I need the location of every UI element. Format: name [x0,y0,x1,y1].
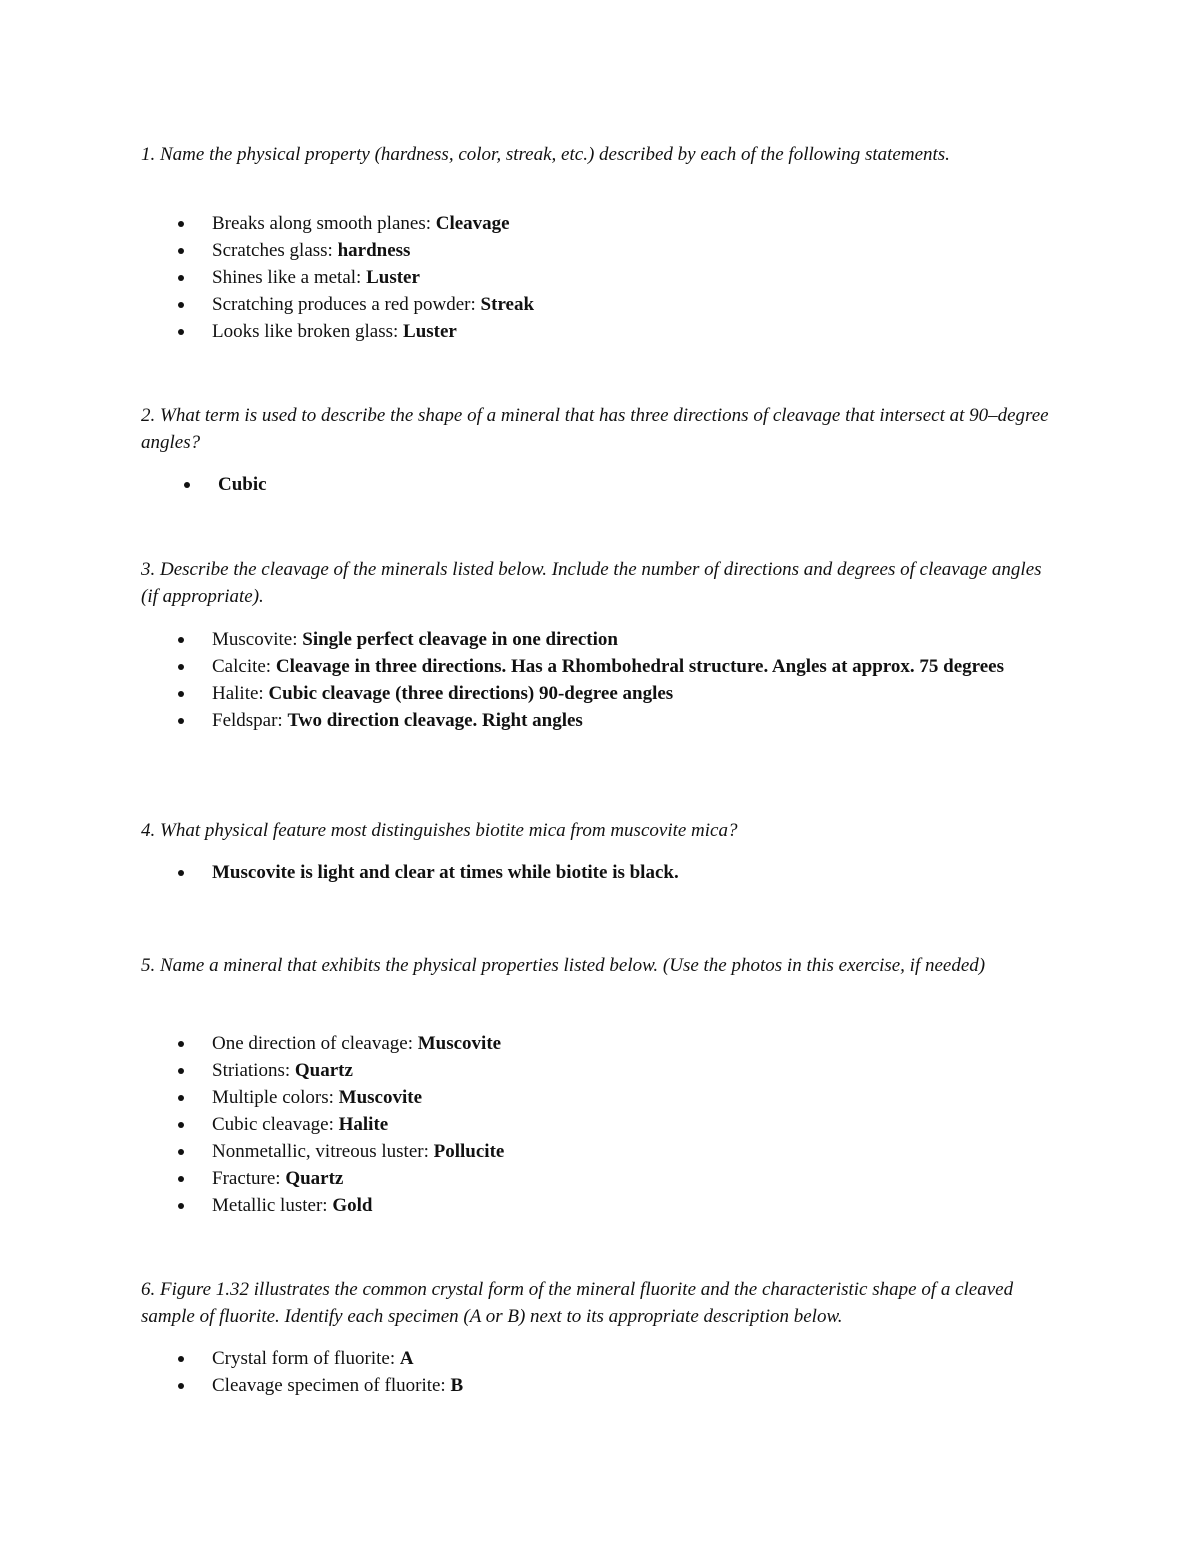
list-item [141,1111,1061,1138]
item-answer: Muscovite [338,1087,423,1108]
bullet-icon [178,329,184,335]
list-item [141,210,1061,237]
question-4-prompt: 4. What physical feature most distinguishes biotite mica from muscovite mica? [141,820,738,841]
question-5-prompt: 5. Name a mineral that exhibits the physical properties listed below. (Use the photos in this exercise, if needed) [141,955,986,976]
item-label: Looks like broken glass: [212,321,404,342]
list-item [141,1030,1061,1057]
item-label: Scratching produces a red powder: [212,294,481,315]
bullet-icon [178,870,184,876]
item-answer: A [399,1348,414,1369]
item-answer: Cleavage [435,213,510,234]
item-answer: Single perfect cleavage in one direction [302,629,618,650]
bullet-icon [178,248,184,254]
item-answer: Cleavage in three directions. Has a Rhombohedral structure. Angles at approx. 75 degrees [275,656,1004,677]
list-item [141,626,1061,653]
bullet-icon [178,1383,184,1389]
question-1-prompt: 1. Name the physical property (hardness, color, streak, etc.) described by each of the following statements. [141,144,950,165]
item-label: Crystal form of fluorite: [212,1348,400,1369]
item-label: Breaks along smooth planes: [212,213,436,234]
question-6-prompt: 6. Figure 1.32 illustrates the common crystal form of the mineral fluorite and the characteristic shape of a cleaved sample of fluorite. Identify each specimen (A or B) next to its appropriate description below. [141,1279,1014,1327]
list-item [141,1084,1061,1111]
item-answer: Streak [480,294,535,315]
item-answer: Luster [366,267,420,288]
item-label: Scratches glass: [212,240,338,261]
question-2-prompt: 2. What term is used to describe the shape of a mineral that has three directions of cleavage that intersect at 90–degree angles? [141,405,1049,453]
bullet-icon [178,302,184,308]
item-label: Striations: [212,1060,295,1081]
list-item [141,1165,1061,1192]
item-answer: B [450,1375,464,1396]
bullet-icon [178,718,184,724]
bullet-icon [178,1203,184,1209]
item-answer: Quartz [294,1060,353,1081]
list-item [141,1345,1061,1372]
item-label: Multiple colors: [212,1087,339,1108]
item-answer: Two direction cleavage. Right angles [287,710,583,731]
bullet-icon [178,1095,184,1101]
list-item [141,237,1061,264]
item-label: Nonmetallic, vitreous luster: [212,1141,434,1162]
list-item [141,1057,1061,1084]
item-label: Metallic luster: [212,1195,333,1216]
bullet-icon [178,221,184,227]
question-3-prompt: 3. Describe the cleavage of the minerals listed below. Include the number of directions and degrees of cleavage angles (if appropriate). [141,559,1042,607]
item-answer: Halite [338,1114,389,1135]
list-item [141,318,1061,345]
question-5-answer-list [141,1030,1061,1219]
item-label: Cleavage specimen of fluorite: [212,1375,451,1396]
question-4-answer-list [141,859,1061,886]
item-label: Halite: [212,683,269,704]
bullet-icon [178,1068,184,1074]
item-answer: Pollucite [433,1141,505,1162]
bullet-icon [178,275,184,281]
item-label: Cubic cleavage: [212,1114,339,1135]
bullet-icon [178,1041,184,1047]
item-label: Fracture: [212,1168,286,1189]
list-item [141,1192,1061,1219]
item-answer: Cubic cleavage (three directions) 90-degree angles [268,683,674,704]
list-item [141,1138,1061,1165]
list-item [141,653,1061,680]
item-answer: Luster [403,321,457,342]
item-label: Feldspar: [212,710,288,731]
item-answer: Quartz [285,1168,344,1189]
item-label: Muscovite: [212,629,303,650]
bullet-icon [178,1122,184,1128]
list-item [141,264,1061,291]
bullet-icon [178,1176,184,1182]
item-answer: Gold [332,1195,373,1216]
bullet-icon [178,637,184,643]
list-item [141,707,1061,734]
item-label: Shines like a metal: [212,267,367,288]
item-answer: Cubic [218,474,267,495]
list-item [141,291,1061,318]
question-2-answer-list [141,471,1061,498]
question-1-answer-list [141,210,1061,345]
bullet-icon [178,1149,184,1155]
question-6-answer-list [141,1345,1061,1399]
bullet-icon [184,482,190,488]
item-answer: hardness [337,240,411,261]
question-3-answer-list [141,626,1061,734]
item-label: One direction of cleavage: [212,1033,418,1054]
bullet-icon [178,664,184,670]
item-answer: Muscovite [417,1033,502,1054]
bullet-icon [178,1356,184,1362]
bullet-icon [178,691,184,697]
list-item [141,680,1061,707]
item-answer: Muscovite is light and clear at times while biotite is black. [212,862,679,883]
list-item [141,859,1061,886]
list-item [141,1372,1061,1399]
item-label: Calcite: [212,656,276,677]
list-item [141,471,1061,498]
